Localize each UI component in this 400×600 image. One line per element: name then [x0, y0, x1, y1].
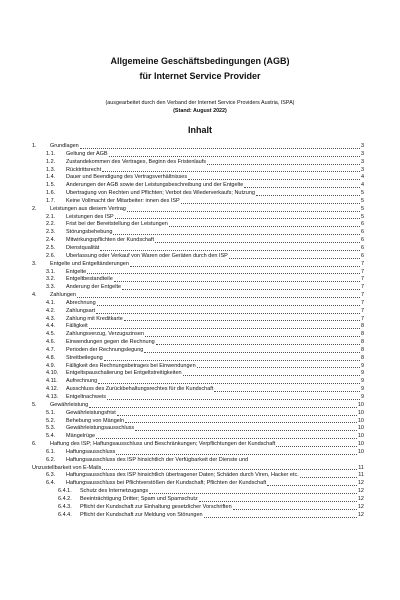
toc-entry-page: 6 — [360, 237, 364, 244]
toc-entry-page: 10 — [357, 409, 364, 416]
toc-entry-line — [66, 370, 364, 378]
toc-entry-page: 7 — [360, 260, 364, 267]
toc-entry-title: Rücktrittsrecht — [66, 166, 102, 173]
toc-entry[interactable] — [32, 276, 364, 284]
toc-entry-line — [66, 237, 364, 245]
dot-leader — [214, 386, 360, 392]
toc-entry-title: Abrechnung — [66, 299, 96, 306]
toc-entry-line — [66, 151, 364, 159]
dot-leader — [104, 355, 360, 361]
toc-entry[interactable] — [32, 347, 364, 355]
toc-entry-title: Mängelrüge — [66, 433, 96, 440]
dot-leader — [117, 410, 357, 416]
dot-leader — [267, 480, 357, 486]
dot-leader — [188, 174, 360, 180]
toc-entry-number: 6.4.1. — [58, 488, 72, 495]
toc-entry-line — [66, 253, 364, 261]
toc-entry-page: 6 — [360, 221, 364, 228]
toc-entry[interactable] — [32, 363, 364, 371]
toc-entry-title: Änderung der Entgelte — [66, 284, 122, 291]
toc-entry[interactable] — [32, 237, 364, 245]
dot-leader — [181, 198, 360, 204]
toc-entry-page: 8 — [360, 346, 364, 353]
toc-entry-number: 6.1. — [46, 448, 56, 455]
toc-entry-line — [50, 143, 364, 151]
dot-leader — [156, 339, 360, 345]
toc-entry-title: Haftungsausschluss bei Pflichtverstößen der Kundschaft; Pflichten der Kundschaft — [66, 480, 267, 487]
dot-leader — [80, 143, 360, 149]
toc-entry-page: 3 — [360, 150, 364, 157]
toc-entry-page: 8 — [360, 323, 364, 330]
toc-entry-line — [66, 355, 364, 363]
toc-entry-page: 10 — [357, 401, 364, 408]
toc-entry-number: 3.3. — [46, 284, 56, 291]
toc-entry-line — [66, 316, 364, 324]
toc-entry-page: 5 — [360, 205, 364, 212]
toc-entry-line — [66, 159, 364, 167]
toc-entry-line — [66, 300, 364, 308]
toc-entry-line — [50, 441, 364, 449]
toc-entry[interactable] — [32, 418, 364, 426]
dot-leader — [77, 292, 360, 298]
dot-leader — [149, 488, 357, 494]
toc-entry-page: 12 — [357, 488, 364, 495]
toc-entry-page: 7 — [360, 292, 364, 299]
toc-entry-title: Haftung des ISP; Haftungsausschluss und Beschränkungen; Verpflichtungen der Kundschaft — [50, 441, 276, 448]
toc-entry-line — [66, 214, 364, 222]
toc-entry-title: Dienstqualität — [66, 244, 100, 251]
dot-leader — [144, 347, 360, 353]
toc-entry-line — [66, 284, 364, 292]
toc-entry-page: 7 — [360, 299, 364, 306]
toc-entry-page: 12 — [357, 480, 364, 487]
toc-entry-title: Streitbeilegung — [66, 354, 103, 361]
toc-entry[interactable] — [32, 465, 364, 473]
toc-entry-page: 12 — [357, 495, 364, 502]
toc-entry[interactable] — [32, 300, 364, 308]
toc-entry-title: Dauer und Beendigung des Vertragsverhältnisses — [66, 174, 188, 181]
toc-entry-line — [66, 198, 364, 206]
toc-entry[interactable] — [32, 480, 364, 488]
toc-entry-page: 3 — [360, 166, 364, 173]
dot-leader — [183, 370, 360, 376]
toc-entry-title: Gewährleistung — [50, 401, 89, 408]
toc-entry-number: 1. — [32, 143, 37, 149]
toc-entry[interactable] — [32, 386, 364, 394]
dot-leader — [87, 269, 360, 275]
toc-entry-title: Frist bei der Bereitstellung der Leistungen — [66, 221, 168, 228]
toc-entry[interactable] — [32, 174, 364, 182]
toc-entry-number: 6.2. — [46, 456, 56, 463]
toc-entry-page: 7 — [360, 307, 364, 314]
toc-entry[interactable] — [32, 292, 364, 300]
toc-entry[interactable] — [32, 512, 364, 520]
authorship-note: (ausgearbeitet durch den Verband der Internet Service Providers Austria, ISPA) — [105, 100, 295, 106]
toc-entry-title: Mitwirkungspflichten der Kundschaft — [66, 237, 155, 244]
dot-leader — [102, 167, 360, 173]
toc-entry-page: 9 — [360, 378, 364, 385]
toc-entry[interactable] — [32, 370, 364, 378]
toc-entry-number: 4.2. — [46, 307, 56, 314]
dot-leader — [98, 378, 360, 384]
dot-leader — [199, 496, 357, 502]
toc-entry-line — [66, 378, 364, 386]
toc-entry-page: 7 — [360, 276, 364, 283]
toc-entry-number: 1.4. — [46, 174, 56, 181]
dot-leader — [89, 323, 360, 329]
toc-entry[interactable] — [32, 261, 364, 269]
toc-entry-line — [66, 323, 364, 331]
toc-entry-page: 8 — [360, 354, 364, 361]
toc-entry[interactable] — [32, 425, 364, 433]
toc-entry[interactable] — [32, 457, 364, 465]
toc-entry-title: Haftungsausschluss — [66, 448, 116, 455]
toc-entry-number: 6.4. — [46, 480, 56, 487]
dot-leader — [233, 504, 357, 510]
toc-entry-number: 5.1. — [46, 409, 56, 416]
dot-leader — [96, 308, 360, 314]
toc-entry-number: 4.3. — [46, 315, 56, 322]
toc-entry-title: Unzustellbarkeit von E-Mails — [32, 464, 102, 471]
toc-entry-title: Zahlungsverzug, Verzugszinsen — [66, 331, 144, 338]
dot-leader — [229, 253, 360, 259]
toc-entry-number: 4. — [32, 292, 37, 299]
toc-entry-title: Entgeltspauschalierung bei Entgeltstreitigkeiten — [66, 370, 182, 377]
toc-entry-line — [32, 465, 364, 473]
dot-leader — [204, 512, 357, 518]
dot-leader — [125, 418, 357, 424]
toc-entry[interactable] — [32, 410, 364, 418]
toc-entry[interactable] — [32, 449, 364, 457]
toc-entry-number: 4.7. — [46, 346, 56, 353]
toc-entry-line — [66, 418, 364, 426]
toc-entry[interactable] — [32, 472, 364, 480]
dot-leader — [256, 190, 360, 196]
dot-leader — [113, 229, 359, 235]
toc-entry-number: 3.1. — [46, 268, 56, 275]
toc-entry[interactable] — [32, 339, 364, 347]
toc-entry-title: Perioden der Rechnungslegung — [66, 346, 144, 353]
toc-entry-number: 6.4.3. — [58, 503, 72, 510]
dot-leader — [300, 472, 358, 478]
toc-entry-page: 6 — [360, 252, 364, 259]
dot-leader — [127, 206, 360, 212]
toc-entry-line — [66, 347, 364, 355]
toc-entry[interactable] — [32, 504, 364, 512]
toc-entry[interactable] — [32, 284, 364, 292]
toc-entry-number: 5.4. — [46, 433, 56, 440]
toc-entry[interactable] — [32, 253, 364, 261]
toc-entry[interactable] — [32, 488, 364, 496]
toc-entry-number: 5.3. — [46, 425, 56, 432]
toc-entry-page: 9 — [360, 394, 364, 400]
toc-entry-line — [66, 433, 364, 441]
toc-entry[interactable] — [32, 245, 364, 253]
dot-leader — [244, 182, 360, 188]
toc-entry-title: Grundlagen — [50, 143, 79, 149]
toc-entry[interactable] — [32, 206, 364, 214]
toc-entry-number: 1.7. — [46, 197, 56, 204]
toc-entry-title: Pflicht der Kundschaft zur Einhaltung gesetzlicher Vorschriften — [80, 503, 232, 510]
toc-entry-title: Entgelte — [66, 268, 87, 275]
toc-entry-number: 2.4. — [46, 237, 56, 244]
toc-entry-line — [50, 292, 364, 300]
toc-entry-title: Haftungsausschluss des ISP hinsichtlich übertragener Daten; Schäden durch Viren, Hacker etc. — [66, 472, 299, 479]
toc-entry-line — [66, 221, 364, 229]
toc-entry-number: 4.1. — [46, 299, 56, 306]
toc-entry-number: 6. — [32, 441, 37, 448]
toc-entry[interactable] — [32, 198, 364, 206]
toc-entry-title: Leistungen aus diesem Vertrag — [50, 205, 126, 212]
dot-leader — [135, 425, 357, 431]
toc-entry-number: 1.6. — [46, 190, 56, 197]
toc-entry[interactable] — [32, 378, 364, 386]
toc-entry-page: 9 — [360, 386, 364, 393]
toc-entry-line — [66, 363, 364, 371]
toc-entry-page: 5 — [360, 197, 364, 204]
toc-entry-number: 1.5. — [46, 182, 56, 189]
toc-entry-title: Störungsbehebung — [66, 229, 113, 236]
toc-entry-page: 3 — [360, 143, 364, 149]
toc-entry-number: 6.3. — [46, 472, 56, 479]
toc-entry[interactable] — [32, 316, 364, 324]
dot-leader — [115, 214, 360, 220]
toc-entry-title: Fälligkeit — [66, 323, 88, 330]
toc-entry-page: 11 — [358, 464, 364, 471]
toc-entry-title: Geltung der AGB — [66, 150, 108, 157]
toc-entry-title: Behebung von Mängeln — [66, 417, 125, 424]
toc-entry-title: Übertragung von Rechten und Pflichten; Verbot des Wiederverkaufs; Nutzung — [66, 190, 255, 197]
toc-entry-number: 4.13. — [46, 394, 59, 400]
toc-entry-title: Entgeltbestandteile — [66, 276, 113, 283]
toc-entry-number: 4.11. — [46, 378, 58, 385]
toc-entry-page: 12 — [357, 503, 364, 510]
toc-entry-page: 5 — [360, 190, 364, 197]
toc-entry-line — [66, 472, 364, 480]
toc-entry-title: Haftungsausschluss des ISP hinsichtlich der Verfügbarkeit der Dienste und — [66, 456, 249, 463]
toc-entry-title: Entgelte und Entgeltänderungen — [50, 260, 129, 267]
toc-entry[interactable] — [32, 214, 364, 222]
toc-entry-number: 4.8. — [46, 354, 56, 361]
toc-entry-number: 2.5. — [46, 244, 56, 251]
toc-entry-page: 7 — [360, 284, 364, 291]
toc-entry-number: 2. — [32, 205, 37, 212]
document-title: Allgemeine Geschäftsbedingungen (AGB) — [110, 56, 290, 66]
toc-entry-title: Aufrechnung — [66, 378, 98, 385]
toc-entry-line — [80, 504, 364, 512]
toc-entry[interactable] — [32, 441, 364, 449]
toc-entry-number: 4.6. — [46, 339, 56, 346]
dot-leader — [124, 316, 360, 322]
toc-entry-page: 3 — [360, 158, 364, 165]
toc-entry-page: 9 — [360, 370, 364, 377]
toc-entry[interactable] — [32, 355, 364, 363]
toc-entry-line — [80, 512, 364, 520]
toc-entry-page: 6 — [360, 229, 364, 236]
dot-leader — [97, 300, 360, 306]
toc-entry-number: 6.4.2. — [58, 495, 72, 502]
toc-entry-title: Änderungen der AGB sowie der Leistungsbeschreibung und der Entgelte — [66, 182, 244, 189]
toc-entry-number: 4.10. — [46, 370, 59, 377]
version-date: (Stand: August 2022) — [173, 108, 227, 114]
dot-leader — [107, 394, 360, 400]
dot-leader — [102, 465, 357, 471]
toc-entry-title: Zahlungen — [50, 292, 76, 299]
toc-entry-page: 12 — [357, 511, 364, 518]
toc-entry-line — [66, 449, 364, 457]
dot-leader — [207, 159, 360, 165]
toc-entry-number: 3. — [32, 260, 37, 267]
toc-entry-title: Zustandekommen des Vertrages, Beginn des Fristenlaufs — [66, 158, 207, 165]
toc-entry-line — [50, 206, 364, 214]
toc-entry-title: Pflicht der Kundschaft zur Meldung von Störungen — [80, 511, 203, 518]
toc-entry-title: Zahlungsart — [66, 307, 96, 314]
toc-entry-page: 5 — [360, 213, 364, 220]
toc-entry-page: 10 — [357, 425, 364, 432]
toc-entry-line — [66, 339, 364, 347]
toc-entry-page: 4 — [360, 174, 364, 181]
toc-entry-number: 5. — [32, 401, 37, 408]
toc-entry-page: 7 — [360, 315, 364, 322]
toc-entry-number: 5.2. — [46, 417, 56, 424]
toc-entry-line — [66, 229, 364, 237]
toc-entry-number: 6.4.4. — [58, 511, 72, 518]
toc-entry-line — [66, 245, 364, 253]
toc-entry[interactable] — [32, 151, 364, 159]
toc-entry[interactable] — [32, 331, 364, 339]
dot-leader — [130, 261, 360, 267]
toc-entry-title: Schutz des Internetzugangs — [80, 488, 149, 495]
toc-entry[interactable] — [32, 229, 364, 237]
toc-entry-page: 6 — [360, 244, 364, 251]
toc-entry-title: Beeinträchtigung Dritter; Spam und Spamschutz — [80, 495, 198, 502]
toc-entry-title: Ausschluss des Zurückbehaltungsrechtes für die Kundschaft — [66, 386, 214, 393]
toc-entry-page: 8 — [360, 331, 364, 338]
toc-entry[interactable] — [32, 182, 364, 190]
toc-entry-title: Fälligkeit des Rechnungsbetrages bei Einwendungen — [66, 362, 196, 369]
toc-entry[interactable] — [32, 433, 364, 441]
toc-entry[interactable] — [32, 269, 364, 277]
toc-entry[interactable] — [32, 496, 364, 504]
toc-entry-title: Einwendungen gegen die Rechnung — [66, 339, 155, 346]
dot-leader — [197, 363, 360, 369]
toc-entry-line — [66, 308, 364, 316]
toc-entry-title: Gewährleistungsausschluss — [66, 425, 135, 432]
table-of-contents — [32, 143, 364, 520]
toc-entry-line — [80, 488, 364, 496]
toc-entry-page: 4 — [360, 182, 364, 189]
dot-leader — [109, 151, 360, 157]
toc-entry-number: 2.3. — [46, 229, 56, 236]
toc-entry-number: 2.2. — [46, 221, 56, 228]
toc-entry-title: Keine Vollmacht der Mitarbeiter: innen des ISP — [66, 197, 180, 204]
toc-entry-title: Überlassung oder Verkauf von Waren oder Geräten durch den ISP — [66, 252, 228, 259]
dot-leader — [116, 449, 357, 455]
toc-entry-title: Zahlung mit Kreditkarte — [66, 315, 123, 322]
toc-entry-line — [66, 394, 364, 402]
toc-entry-line — [66, 167, 364, 175]
toc-entry-line — [66, 190, 364, 198]
toc-entry-line — [50, 402, 364, 410]
toc-entry-title: Gewährleistungsfrist — [66, 409, 116, 416]
toc-entry-line — [66, 480, 364, 488]
document-subtitle: für Internet Service Provider — [139, 71, 261, 81]
toc-entry[interactable] — [32, 167, 364, 175]
toc-entry-page: 10 — [357, 433, 364, 440]
dot-leader — [100, 245, 360, 251]
dot-leader — [122, 284, 360, 290]
toc-entry-line — [66, 269, 364, 277]
toc-entry-title: Entgeltnachweis — [66, 394, 107, 400]
dot-leader — [169, 221, 360, 227]
toc-entry-page: 8 — [360, 339, 364, 346]
toc-entry-number: 1.1. — [46, 150, 56, 157]
toc-entry-line — [66, 386, 364, 394]
toc-entry-page: 9 — [360, 362, 364, 369]
toc-entry[interactable] — [32, 402, 364, 410]
toc-entry[interactable] — [32, 159, 364, 167]
dot-leader — [155, 237, 360, 243]
toc-entry[interactable] — [32, 190, 364, 198]
toc-entry-line — [66, 425, 364, 433]
toc-entry-number: 1.3. — [46, 166, 56, 173]
toc-entry-line — [66, 410, 364, 418]
dot-leader — [145, 331, 360, 337]
dot-leader — [89, 402, 357, 408]
toc-entry-number: 4.4. — [46, 323, 56, 330]
toc-heading: Inhalt — [188, 125, 212, 135]
toc-entry[interactable] — [32, 394, 364, 402]
toc-entry-number: 2.1. — [46, 213, 56, 220]
toc-entry[interactable] — [32, 221, 364, 229]
toc-entry-line — [80, 496, 364, 504]
toc-entry-page: 10 — [357, 417, 364, 424]
toc-entry-number: 4.5. — [46, 331, 56, 338]
toc-entry-line — [50, 261, 364, 269]
toc-entry[interactable] — [32, 323, 364, 331]
toc-entry-page: 10 — [357, 441, 364, 448]
toc-entry-page: 10 — [357, 448, 364, 455]
toc-entry-line — [66, 331, 364, 339]
toc-entry[interactable] — [32, 143, 364, 151]
toc-entry-number: 4.9. — [46, 362, 56, 369]
toc-entry-title: Leistungen des ISP — [66, 213, 114, 220]
toc-entry-number: 3.2. — [46, 276, 56, 283]
toc-entry-page: 7 — [360, 268, 364, 275]
toc-entry-line — [66, 457, 364, 465]
toc-entry-page: 11 — [358, 472, 364, 479]
toc-entry[interactable] — [32, 308, 364, 316]
toc-entry-number: 4.12. — [46, 386, 59, 393]
toc-entry-line — [66, 174, 364, 182]
dot-leader — [96, 433, 357, 439]
dot-leader — [276, 441, 357, 447]
toc-entry-number: 1.2. — [46, 158, 56, 165]
toc-entry-line — [66, 182, 364, 190]
toc-entry-number: 2.6. — [46, 252, 56, 259]
toc-entry-line — [66, 276, 364, 284]
dot-leader — [114, 276, 360, 282]
